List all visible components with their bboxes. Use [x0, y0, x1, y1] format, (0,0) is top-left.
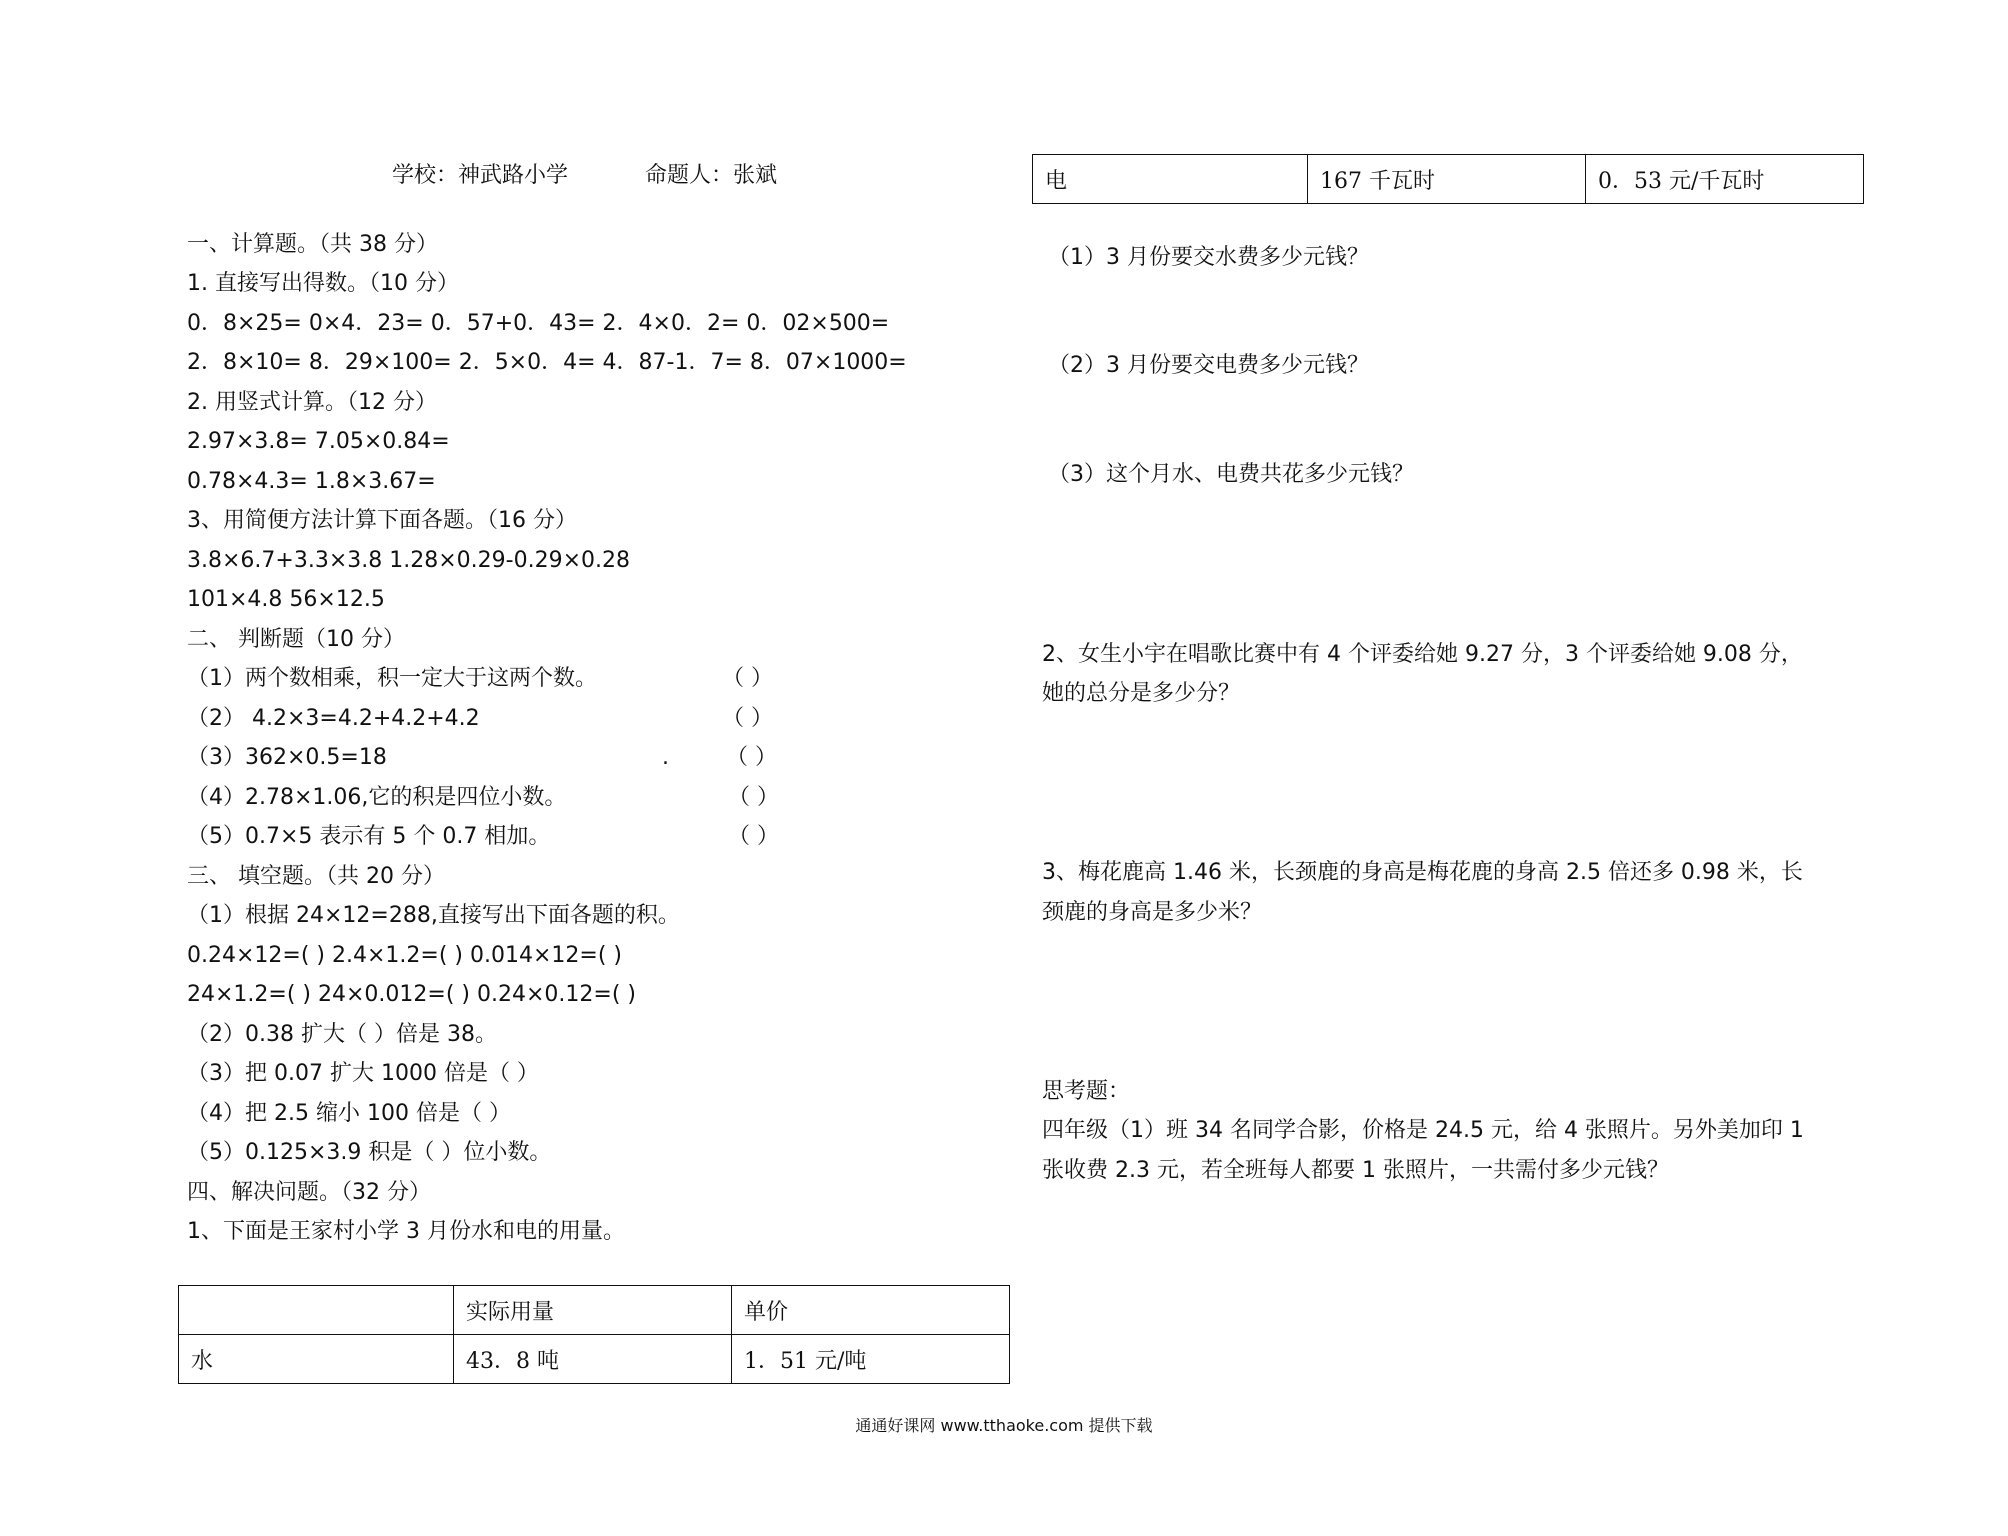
table-cell: 单价 [732, 1286, 1010, 1335]
table-row [179, 1286, 1010, 1335]
table-cell: 1．51 元/吨 [732, 1335, 1010, 1384]
table-row [1033, 155, 1864, 204]
think-title: 思考题： [1042, 1079, 1131, 1104]
q1-title: 1. 直接写出得数。（10 分） [187, 271, 459, 296]
judge-item-4: （4）2.78×1.06,它的积是四位小数。 [187, 785, 567, 810]
table-cell: 0．53 元/千瓦时 [1586, 155, 1864, 204]
judge-item-2: （2） 4.2×3=4.2+4.2+4.2 [187, 706, 480, 731]
table-row [179, 1335, 1010, 1384]
q3-line-2: 101×4.8 56×12.5 [187, 587, 385, 612]
table-cell: 水 [179, 1335, 454, 1384]
q1-line-1: 0．8×25= 0×4．23= 0．57+0．43= 2．4×0．2= 0．02×500= [187, 311, 890, 336]
q3-title: 3、用简便方法计算下面各题。（16 分） [187, 508, 577, 533]
judge-answer-1[interactable]: （ ） [722, 666, 773, 691]
q1-line-2: 2．8×10= 8．29×100= 2．5×0．4= 4．87-1．7= 8．07×1000= [187, 350, 907, 375]
table-cell: 43．8 吨 [454, 1335, 732, 1384]
judge-item-1: （1）两个数相乘，积一定大于这两个数。 [187, 666, 597, 691]
judge-item-3: （3）362×0.5=18 [187, 745, 387, 770]
table-cell: 实际用量 [454, 1286, 732, 1335]
problem-1c: （3）这个月水、电费共花多少元钱？ [1048, 462, 1414, 487]
table-cell: 电 [1033, 155, 1308, 204]
author-label: 命题人：张斌 [645, 163, 778, 188]
fill-1-line-2: 24×1.2=( ) 24×0.012=( ) 0.24×0.12=( ) [187, 982, 636, 1007]
q2-line-2: 0.78×4.3= 1.8×3.67= [187, 469, 436, 494]
judge-item-5: （5）0.7×5 表示有 5 个 0.7 相加。 [187, 824, 551, 849]
problem-1a: （1）3 月份要交水费多少元钱？ [1048, 245, 1369, 270]
section-1-title: 一、计算题。（共 38 分） [187, 232, 438, 257]
judge-answer-2[interactable]: （ ） [722, 706, 773, 731]
problem-3-line-1: 3、梅花鹿高 1.46 米，长颈鹿的身高是梅花鹿的身高 2.5 倍还多 0.98 米，长 [1042, 860, 1803, 885]
problem-2-line-1: 2、女生小宇在唱歌比赛中有 4 个评委给她 9.27 分，3 个评委给她 9.08 分， [1042, 642, 1803, 667]
judge-dot: . [662, 745, 669, 770]
section-3-title: 三、 填空题。（共 20 分） [187, 864, 445, 889]
think-line-1: 四年级（1）班 34 名同学合影，价格是 24.5 元，给 4 张照片。另外美加印 1 [1042, 1118, 1804, 1143]
q2-line-1: 2.97×3.8= 7.05×0.84= [187, 429, 450, 454]
fill-5: （5）0.125×3.9 积是（ ）位小数。 [187, 1140, 552, 1165]
section-2-title: 二、 判断题（10 分） [187, 627, 405, 652]
problem-3-line-2: 颈鹿的身高是多少米？ [1042, 900, 1263, 925]
think-line-2: 张收费 2.3 元，若全班每人都要 1 张照片，一共需付多少元钱？ [1042, 1158, 1669, 1183]
school-label: 学校：神武路小学 [392, 163, 569, 188]
judge-answer-5[interactable]: （ ） [728, 824, 779, 849]
fill-1-line-1: 0.24×12=( ) 2.4×1.2=( ) 0.014×12=( ) [187, 943, 622, 968]
q2-title: 2. 用竖式计算。（12 分） [187, 390, 437, 415]
table-cell [179, 1286, 454, 1335]
problem-1: 1、下面是王家村小学 3 月份水和电的用量。 [187, 1219, 625, 1244]
fill-1: （1）根据 24×12=288,直接写出下面各题的积。 [187, 903, 680, 928]
table-cell: 167 千瓦时 [1308, 155, 1586, 204]
usage-table [178, 1285, 1010, 1384]
electricity-table [1032, 154, 1864, 204]
fill-3: （3）把 0.07 扩大 1000 倍是（ ） [187, 1061, 539, 1086]
section-4-title: 四、解决问题。（32 分） [187, 1180, 431, 1205]
problem-2-line-2: 她的总分是多少分？ [1042, 681, 1241, 706]
problem-1b: （2）3 月份要交电费多少元钱？ [1048, 353, 1369, 378]
judge-answer-4[interactable]: （ ） [728, 785, 779, 810]
judge-answer-3[interactable]: （ ） [726, 745, 777, 770]
fill-4: （4）把 2.5 缩小 100 倍是（ ） [187, 1101, 511, 1126]
fill-2: （2）0.38 扩大（ ）倍是 38。 [187, 1022, 497, 1047]
q3-line-1: 3.8×6.7+3.3×3.8 1.28×0.29-0.29×0.28 [187, 548, 630, 573]
footer-source: 通通好课网 www.tthaoke.com 提供下载 [855, 1416, 1153, 1435]
